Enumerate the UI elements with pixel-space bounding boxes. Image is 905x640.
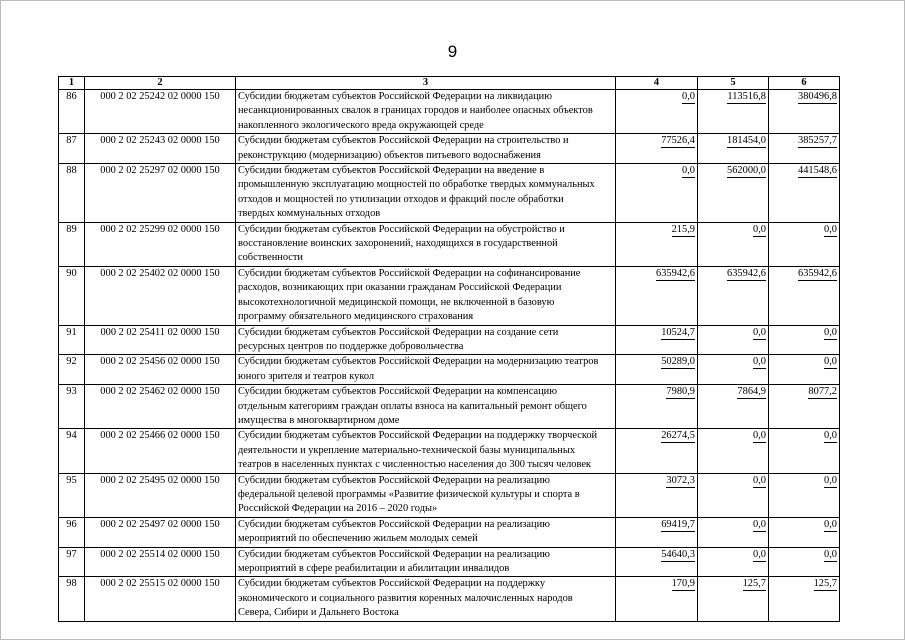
value-col-4: 0,0 [682,91,695,102]
row-description: Субсидии бюджетам субъектов Российской Федерации на реализацию мероприятий в сфере реабилитации и абилитации инвалидов [236,547,616,577]
value-col-6: 0,0 [824,326,837,338]
budget-code: 000 2 02 25411 02 0000 150 [85,325,236,355]
value-col-6: 125,7 [813,578,837,590]
value-col-5: 562000,0 [727,165,766,177]
value-col-6: 441548,6 [798,165,837,177]
column-header: 2 [85,77,236,90]
budget-code: 000 2 02 25242 02 0000 150 [85,90,236,134]
row-number: 90 [59,266,85,325]
budget-code: 000 2 02 25497 02 0000 150 [85,517,236,547]
table-row [59,325,840,355]
value-col-6: 0,0 [824,430,837,442]
budget-code: 000 2 02 25456 02 0000 150 [85,355,236,385]
budget-code: 000 2 02 25243 02 0000 150 [85,134,236,164]
table-row [59,90,840,134]
value-col-4: 54640,3 [661,548,695,560]
value-col-6: 8077,2 [808,386,837,398]
budget-code: 000 2 02 25297 02 0000 150 [85,164,236,223]
value-col-4: 215,9 [671,223,695,235]
value-col-5: 7864,9 [737,386,766,398]
value-col-6: 380496,8 [798,91,837,102]
budget-table [58,76,840,622]
row-number: 96 [59,517,85,547]
value-col-4: 10524,7 [661,326,695,338]
value-col-5: 0,0 [753,548,766,560]
table-row [59,577,840,621]
table-row [59,429,840,473]
value-col-4: 3072,3 [666,474,695,486]
value-col-4: 635942,6 [656,267,695,279]
budget-code: 000 2 02 25299 02 0000 150 [85,222,236,266]
table-row [59,134,840,164]
row-description: Субсидии бюджетам субъектов Российской Федерации на реализацию мероприятий по обеспечению жильем молодых семей [236,517,616,547]
table-row [59,355,840,385]
table-row [59,266,840,325]
row-number: 98 [59,577,85,621]
row-number: 92 [59,355,85,385]
value-col-5: 125,7 [742,578,766,590]
value-col-5: 0,0 [753,430,766,442]
row-description: Субсидии бюджетам субъектов Российской Федерации на реализацию федеральной целевой программы «Развитие физической культуры и спорта в Российской Федерации на 2016 – 2020 годы» [236,473,616,517]
value-col-5: 0,0 [753,223,766,235]
value-col-5: 635942,6 [727,267,766,279]
value-col-6: 635942,6 [798,267,837,279]
table-row [59,473,840,517]
budget-code: 000 2 02 25466 02 0000 150 [85,429,236,473]
value-col-5: 0,0 [753,474,766,486]
table-header-row [59,77,840,90]
column-header: 4 [616,77,698,90]
budget-code: 000 2 02 25514 02 0000 150 [85,547,236,577]
value-col-4: 7980,9 [666,386,695,398]
row-number: 93 [59,385,85,429]
page-number: 9 [447,42,458,61]
value-col-4: 69419,7 [661,518,695,530]
value-col-4: 0,0 [682,165,695,177]
value-col-6: 0,0 [824,548,837,560]
table-row [59,385,840,429]
column-header: 1 [59,77,85,90]
table-row [59,164,840,223]
budget-code: 000 2 02 25462 02 0000 150 [85,385,236,429]
row-description: Субсидии бюджетам субъектов Российской Федерации на софинансирование расходов, возникающих при оказании гражданам Российской Федерации высокотехнологичной медицинской помощи, не включенной в базовую программу обязательного медицинского страхования [236,266,616,325]
row-description: Субсидии бюджетам субъектов Российской Федерации на введение в промышленную эксплуатацию мощностей по обработке твердых коммунальных отходов и мощностей по утилизации отходов и фракций после обработки твердых коммунальных отходов [236,164,616,223]
row-number: 97 [59,547,85,577]
value-col-4: 50289,0 [661,356,695,368]
table-row [59,517,840,547]
value-col-6: 385257,7 [798,135,837,147]
value-col-5: 181454,0 [727,135,766,147]
row-description: Субсидии бюджетам субъектов Российской Федерации на поддержку экономического и социального развития коренных малочисленных народов Севера, Сибири и Дальнего Востока [236,577,616,621]
column-header: 5 [698,77,769,90]
value-col-5: 0,0 [753,518,766,530]
row-description: Субсидии бюджетам субъектов Российской Федерации на ликвидацию несанкционированных свалок в границах городов и наиболее опасных объектов накопленного экологического вреда окружающей среде [236,90,616,134]
value-col-4: 26274,5 [661,430,695,442]
value-col-5: 113516,8 [727,91,766,102]
value-col-6: 0,0 [824,356,837,368]
value-col-4: 170,9 [671,578,695,590]
row-number: 89 [59,222,85,266]
budget-code: 000 2 02 25495 02 0000 150 [85,473,236,517]
row-number: 91 [59,325,85,355]
value-col-6: 0,0 [824,223,837,235]
budget-code: 000 2 02 25402 02 0000 150 [85,266,236,325]
column-header: 3 [236,77,616,90]
value-col-6: 0,0 [824,518,837,530]
value-col-6: 0,0 [824,474,837,486]
value-col-5: 0,0 [753,326,766,338]
row-number: 94 [59,429,85,473]
table-row [59,222,840,266]
row-number: 95 [59,473,85,517]
value-col-5: 0,0 [753,356,766,368]
row-description: Субсидии бюджетам субъектов Российской Федерации на строительство и реконструкцию (модернизацию) объектов питьевого водоснабжения [236,134,616,164]
table-row [59,547,840,577]
budget-code: 000 2 02 25515 02 0000 150 [85,577,236,621]
row-description: Субсидии бюджетам субъектов Российской Федерации на обустройство и восстановление воинских захоронений, находящихся в государственной собственности [236,222,616,266]
row-number: 88 [59,164,85,223]
row-description: Субсидии бюджетам субъектов Российской Федерации на поддержку творческой деятельности и укрепление материально-технической базы муниципальных театров в населенных пунктах с численностью населения до 300 тысяч человек [236,429,616,473]
value-col-4: 77526,4 [661,135,695,147]
row-description: Субсидии бюджетам субъектов Российской Федерации на создание сети ресурсных центров по поддержке добровольчества [236,325,616,355]
row-description: Субсидии бюджетам субъектов Российской Федерации на компенсацию отдельным категориям граждан оплаты взноса на капитальный ремонт общего имущества в многоквартирном доме [236,385,616,429]
row-number: 86 [59,90,85,134]
row-number: 87 [59,134,85,164]
row-description: Субсидии бюджетам субъектов Российской Федерации на модернизацию театров юного зрителя и театров кукол [236,355,616,385]
column-header: 6 [769,77,840,90]
